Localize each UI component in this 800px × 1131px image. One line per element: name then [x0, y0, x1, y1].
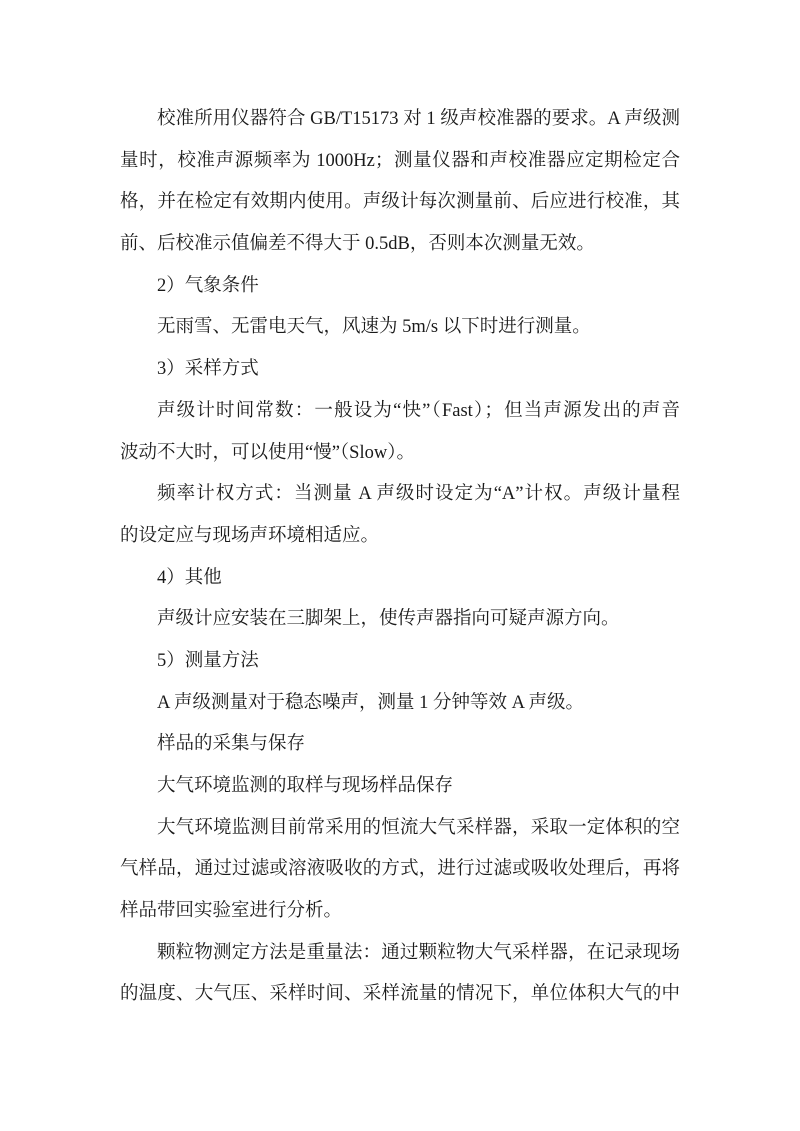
text-line: 声级计时间常数：一般设为“快”（Fast）；但当声源发出的声音 [157, 400, 680, 421]
paragraph [120, 933, 680, 1016]
paragraph [120, 307, 680, 349]
text-line: 样品带回实验室进行分析。 [120, 901, 343, 922]
text-line: 波动不大时，可以使用“慢”（Slow）。 [120, 442, 415, 463]
text-line: 频率计权方式：当测量 A 声级时设定为“A”计权。声级计量程 [157, 484, 680, 505]
text-line: 量时，校准声源频率为 1000Hz；测量仪器和声校准器应定期检定合 [120, 150, 680, 171]
text-line: 气样品，通过过滤或溶液吸收的方式，进行过滤或吸收处理后，再将 [120, 859, 680, 880]
text-line: 无雨雪、无雷电天气，风速为 5m/s 以下时进行测量。 [157, 317, 591, 338]
paragraph [120, 599, 680, 641]
text-line: 的温度、大气压、采样时间、采样流量的情况下，单位体积大气的中 [120, 984, 680, 1005]
text-line: 校准所用仪器符合 GB/T15173 对 1 级声校准器的要求。A 声级测 [157, 109, 680, 129]
paragraph [120, 808, 680, 933]
paragraph [120, 349, 680, 391]
text-line: 4）其他 [157, 567, 222, 588]
document-body [120, 99, 680, 1016]
text-line: 大气环境监测目前常采用的恒流大气采样器，采取一定体积的空 [157, 817, 680, 838]
text-line: 5）测量方法 [157, 650, 259, 671]
paragraph [120, 474, 680, 557]
paragraph [120, 766, 680, 808]
text-line: 的设定应与现场声环境相适应。 [120, 525, 380, 546]
paragraph [120, 391, 680, 474]
text-line: 声级计应安装在三脚架上，使传声器指向可疑声源方向。 [157, 609, 620, 630]
text-line: A 声级测量对于稳态噪声，测量 1 分钟等效 A 声级。 [157, 692, 585, 713]
text-line: 前、后校准示值偏差不得大于 0.5dB，否则本次测量无效。 [120, 234, 595, 255]
paragraph [120, 266, 680, 308]
paragraph [120, 641, 680, 683]
text-line: 样品的采集与保存 [157, 734, 306, 755]
paragraph [120, 724, 680, 766]
text-line: 大气环境监测的取样与现场样品保存 [157, 776, 454, 796]
text-line: 2）气象条件 [157, 275, 259, 296]
text-line: 颗粒物测定方法是重量法：通过颗粒物大气采样器，在记录现场 [157, 942, 680, 963]
text-line: 格，并在检定有效期内使用。声级计每次测量前、后应进行校准，其 [120, 192, 680, 213]
paragraph [120, 558, 680, 600]
paragraph [120, 683, 680, 725]
paragraph [120, 99, 680, 266]
text-line: 3）采样方式 [157, 359, 259, 380]
